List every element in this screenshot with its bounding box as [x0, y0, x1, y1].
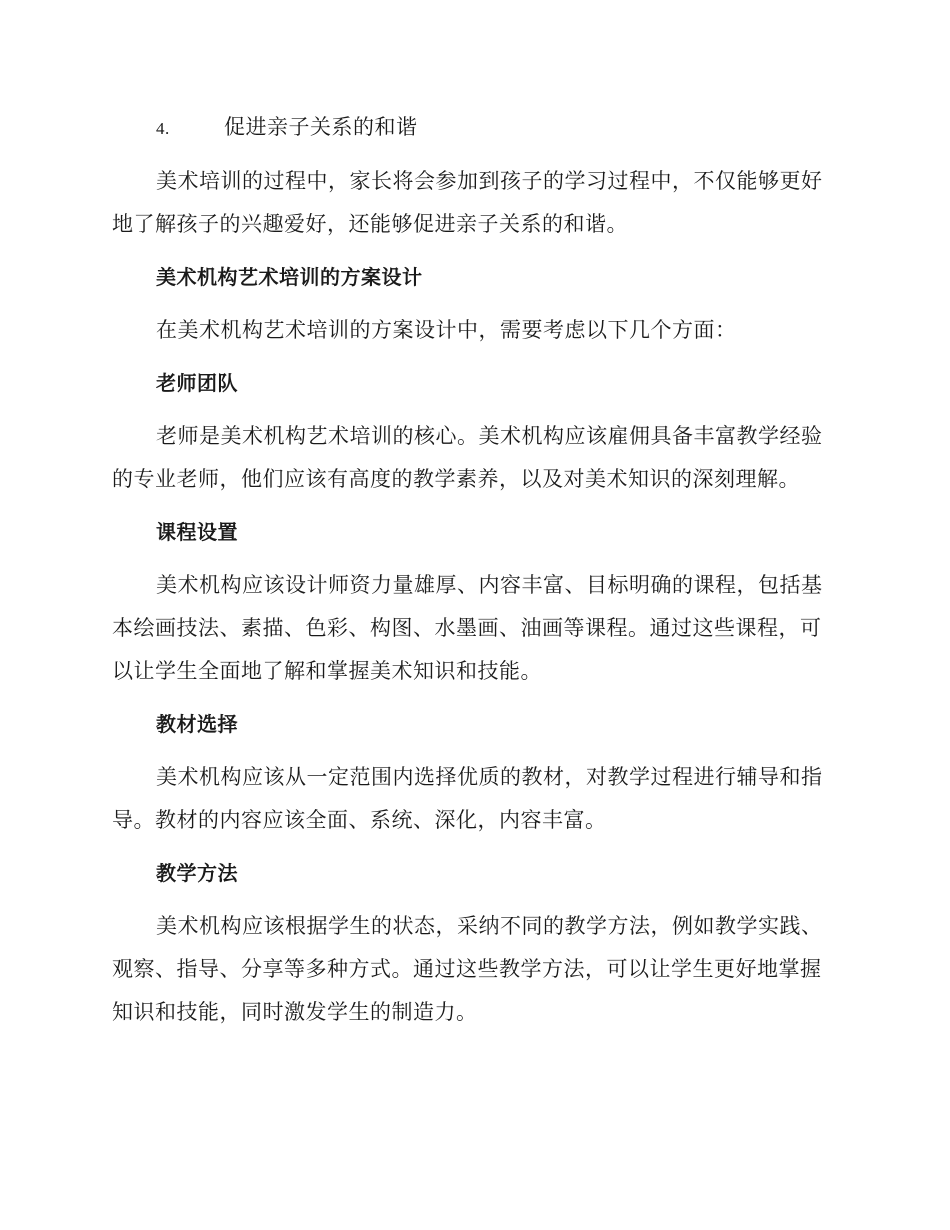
document-page [112, 106, 832, 1044]
section-4-heading [112, 106, 832, 150]
materials-paragraph: 美术机构应该从一定范围内选择优质的教材，对教学过程进行辅导和指导。教材的内容应该全面、系统、深化，内容丰富。 [112, 765, 823, 832]
methods-paragraph: 美术机构应该根据学生的状态，采纳不同的教学方法，例如教学实践、观察、指导、分享等多种方式。通过这些教学方法，可以让学生更好地掌握知识和技能，同时激发学生的制造力。 [112, 914, 823, 1024]
methods-heading: 教学方法 [156, 861, 238, 885]
materials-heading: 教材选择 [156, 712, 238, 736]
courses-paragraph: 美术机构应该设计师资力量雄厚、内容丰富、目标明确的课程，包括基本绘画技法、素描、色彩、构图、水墨画、油画等课程。通过这些课程，可以让学生全面地了解和掌握美术知识和技能。 [112, 573, 823, 683]
section-4-number: 4. [156, 119, 170, 138]
section-4-paragraph: 美术培训的过程中，家长将会参加到孩子的学习过程中，不仅能够更好地了解孩子的兴趣爱好，还能够促进亲子关系的和谐。 [112, 169, 823, 236]
design-heading: 美术机构艺术培训的方案设计 [156, 265, 423, 289]
section-4-title: 促进亲子关系的和谐 [224, 115, 418, 139]
teachers-paragraph: 老师是美术机构艺术培训的核心。美术机构应该雇佣具备丰富教学经验的专业老师，他们应该有高度的教学素养，以及对美术知识的深刻理解。 [112, 424, 823, 491]
design-intro-paragraph: 在美术机构艺术培训的方案设计中，需要考虑以下几个方面： [156, 318, 737, 342]
teachers-heading: 老师团队 [156, 371, 238, 395]
courses-heading: 课程设置 [156, 520, 238, 544]
